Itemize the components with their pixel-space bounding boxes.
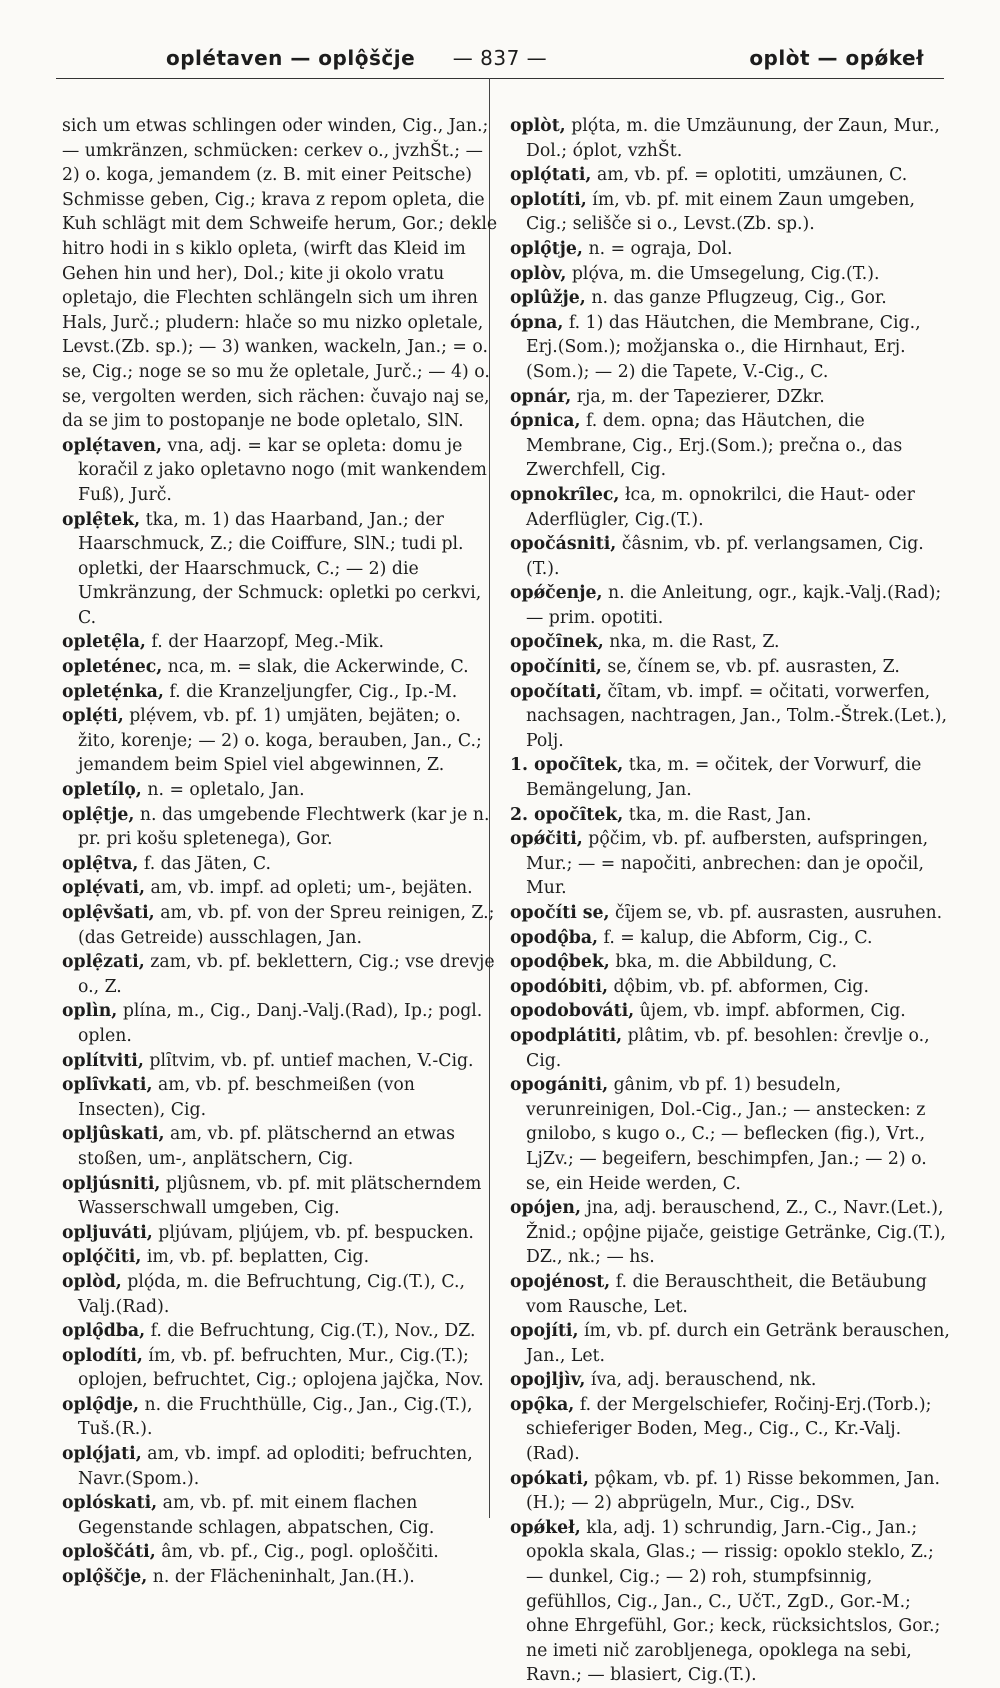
entry-headword: oplẹ́ti, <box>62 706 124 727</box>
dictionary-entry <box>62 630 502 655</box>
dictionary-entry <box>510 630 950 655</box>
entry-definition: am, vb. pf. = oplotiti, umzäunen, C. <box>591 165 908 186</box>
entry-headword: oplòv, <box>510 263 567 284</box>
entry-definition: ím, vb. pf. durch ein Getränk berauschen, Jan., Let. <box>526 1321 950 1366</box>
dictionary-entry <box>510 655 950 680</box>
entry-headword: oplòd, <box>62 1271 122 1292</box>
dictionary-entry <box>62 778 502 803</box>
entry-definition: vna, adj. = kar se opleta: domu je koračil z jako opletavno nogo (mit wankendem Fuß), Jurč. <box>78 435 487 505</box>
entry-definition: kla, adj. 1) schrundig, Jarn.-Cig., Jan.; opokla skala, Glas.; — rissig: opoklo steklo, Z.; — dunkel, Cig.; — 2) roh, stumpfsinnig, gefühllos, Cig., Jan., C., UčT., ZgD., Gor.-M.; ohne Ehrgefühl, Gor.; keck, rücksichtslos, Gor.; ne imeti nič zarobljenega, opoklega na sebi, Ravn.; — blasiert, Cig.(T.). <box>526 1517 941 1686</box>
dictionary-entry <box>62 1270 502 1319</box>
entry-definition: se, čínem se, vb. pf. ausrasten, Z. <box>601 657 900 678</box>
entry-definition: am, vb. pf. von der Spreu reinigen, Z.; (das Getreide) ausschlagen, Jan. <box>78 903 495 948</box>
entry-definition: tka, m. die Rast, Jan. <box>623 804 812 825</box>
entry-definition: ûjem, vb. impf. abformen, Cig. <box>634 1001 906 1022</box>
entry-headword: opodobováti, <box>510 1001 635 1022</box>
entry-definition: plǫ́da, m. die Befruchtung, Cig.(T.), C., Valj.(Rad). <box>78 1271 465 1317</box>
entry-definition: dǫ̂bim, vb. pf. abformen, Cig. <box>607 976 869 997</box>
entry-headword: 2. opočȋtek, <box>510 804 624 825</box>
entry-definition: pljûsnem, vb. pf. mit plätscherndem Wasserschwall umgeben, Cig. <box>78 1173 482 1219</box>
dictionary-entry <box>62 876 502 901</box>
dictionary-entry <box>510 114 950 163</box>
header-left-guideword: oplétaven — oplǫ̂ščje <box>166 46 416 70</box>
entry-headword: oploščáti, <box>62 1542 156 1563</box>
entry-headword: oplǫ́čiti, <box>62 1247 142 1268</box>
dictionary-entry <box>62 901 502 950</box>
dictionary-entry <box>62 1491 502 1540</box>
dictionary-entry <box>62 1442 502 1491</box>
dictionary-entry <box>62 1122 502 1171</box>
entry-headword: oplǫ̑dje, <box>62 1394 140 1415</box>
dictionary-entry <box>510 950 950 975</box>
entry-definition: âm, vb. pf., Cig., pogl. oploščiti. <box>155 1542 439 1563</box>
entry-headword: oplǫ̑tje, <box>510 238 583 259</box>
entry-definition: f. der Haarzopf, Meg.-Mik. <box>145 632 385 653</box>
entry-headword: oplodíti, <box>62 1345 143 1366</box>
entry-definition: n. = ograja, Dol. <box>582 238 733 259</box>
dictionary-entry <box>62 1319 502 1344</box>
dictionary-entry <box>510 680 950 754</box>
entry-headword: oplóskati, <box>62 1493 158 1514</box>
entry-headword: oplẹ̑všati, <box>62 903 155 923</box>
dictionary-entry <box>62 508 502 631</box>
entry-headword: opogániti, <box>510 1075 609 1096</box>
dictionary-entry <box>62 1540 502 1565</box>
entry-headword: oplòt, <box>510 116 566 136</box>
dictionary-entry <box>62 680 502 705</box>
entry-definition: f. 1) das Häutchen, die Membrane, Cig., Erj.(Som.); možjanska o., die Hirnhaut, Erj.(Som.); — 2) die Tapete, V.-Cig., C. <box>526 312 921 382</box>
entry-headword: opočíniti, <box>510 657 602 678</box>
dictionary-entry <box>62 1393 502 1442</box>
dictionary-entry <box>510 827 950 901</box>
entry-headword: ópna, <box>510 312 564 333</box>
dictionary-entry <box>510 1319 950 1368</box>
dictionary-entry <box>62 1172 502 1221</box>
dictionary-entry <box>62 1049 502 1074</box>
entry-headword: opodǫ̂bek, <box>510 952 610 973</box>
entry-headword: opodplátiti, <box>510 1025 623 1046</box>
entry-headword: oplǫ̂ščje, <box>62 1567 148 1588</box>
dictionary-entry <box>62 1073 502 1122</box>
entry-headword: opljuváti, <box>62 1222 153 1243</box>
dictionary-entry <box>510 999 950 1024</box>
entry-definition: pǫ̂čim, vb. pf. aufbersten, aufspringen, Mur.; — = napočiti, anbrechen: dan je opočil, Mur. <box>526 829 929 899</box>
entry-headword: opnár, <box>510 386 572 407</box>
entry-definition: plẹ́vem, vb. pf. 1) umjäten, bejäten; o. žito, korenje; — 2) o. koga, berauben, Jan., C.; jemandem beim Spiel viel abgewinnen, Z. <box>78 706 482 776</box>
entry-definition: am, vb. pf. beschmeißen (von Insecten), Cig. <box>78 1075 415 1120</box>
right-column <box>510 114 950 1688</box>
dictionary-entry <box>510 286 950 311</box>
entry-headword: opojljìv, <box>510 1370 586 1391</box>
dictionary-entry <box>62 803 502 852</box>
entry-definition: pljúvam, pljújem, vb. pf. bespucken. <box>152 1222 474 1243</box>
entry-headword: opočítati, <box>510 681 602 702</box>
entry-definition: n. das ganze Pflugzeug, Cig., Gor. <box>585 288 887 309</box>
dictionary-entry <box>62 704 502 778</box>
entry-definition: n. der Flächeninhalt, Jan.(H.). <box>147 1567 415 1588</box>
entry-definition: łca, m. opnokrilci, die Haut- oder Aderflügler, Cig.(T.). <box>526 484 915 530</box>
entry-definition: am, vb. impf. ad oploditi; befruchten, Navr.(Spom.). <box>78 1444 473 1489</box>
dictionary-entry <box>510 1516 950 1688</box>
entry-headword: opletẹ̑la, <box>62 632 146 653</box>
entry-headword: oplìn, <box>62 1001 118 1022</box>
entry-headword: oplẹ̑tek, <box>62 509 141 530</box>
dictionary-entry <box>510 262 950 287</box>
dictionary-entry <box>510 1073 950 1196</box>
entry-definition: pǫ̂kam, vb. pf. 1) Risse bekommen, Jan.(H.); — 2) abprügeln, Mur., Cig., DSv. <box>526 1468 940 1514</box>
dictionary-entry <box>62 1565 502 1590</box>
entry-definition: n. = opletalo, Jan. <box>141 780 305 801</box>
entry-definition: sich um etwas schlingen oder winden, Cig., Jan.; — umkränzen, schmücken: cerkev o., jvzhŠt.; — 2) o. koga, jemandem (z. B. mit einer Peitsche) Schmisse geben, Cig.; krava z repom opleta, die Kuh schlägt mit dem Schweife herum, Gor.; dekle hitro hodi in s kiklo opleta, (wirft das Kleid im Gehen hin und her), Dol.; kite ji okolo vratu opletajo, die Flechten schlängeln sich um ihren Hals, Jurč.; pludern: hlače so mu nizko opletale, Levst.(Zb. sp.); — 3) wanken, wackeln, Jan.; = o. se, Cig.; noge se so mu že opletale, Jurč.; — 4) o. se, vergolten werden, sich rächen: čuvajo naj se, da se jim to postopanje ne bode opletalo, SlN. <box>62 116 498 432</box>
entry-definition: ím, vb. pf. befruchten, Mur., Cig.(T.); oplojen, befruchtet, Cig.; oplojena jajčka, Nov. <box>78 1345 484 1391</box>
entry-definition: ím, vb. pf. mit einem Zaun umgeben, Cig.; selišče si o., Levst.(Zb. sp.). <box>526 189 915 235</box>
dictionary-entry <box>510 975 950 1000</box>
entry-definition: gânim, vb pf. 1) besudeln, verunreinigen, Dol.-Cig., Jan.; — anstecken: z gnilobo, s kugo o., C.; — beflecken (fig.), Vrt., LjZv.; — begeifern, beschimpfen, Jan.; — 2) o. se, ein Heide werden, C. <box>526 1075 927 1194</box>
dictionary-entry <box>62 1245 502 1270</box>
entry-definition: f. die Berauschtheit, die Betäubung vom Rausche, Let. <box>526 1271 927 1317</box>
entry-headword: opǫ̑ka, <box>510 1394 575 1415</box>
dictionary-entry <box>510 163 950 188</box>
dictionary-entry <box>62 655 502 680</box>
entry-definition: f. dem. opna; das Häutchen, die Membrane, Cig., Erj.(Som.); prečna o., das Zwerchfell, Cig. <box>526 411 903 481</box>
entry-definition: tka, m. = očitek, der Vorwurf, die Bemängelung, Jan. <box>526 755 922 801</box>
entry-definition: íva, adj. berauschend, nk. <box>585 1370 817 1391</box>
entry-headword: oplẹ̑tva, <box>62 853 139 874</box>
dictionary-entry <box>510 311 950 385</box>
dictionary-entry <box>510 409 950 483</box>
entry-definition: f. das Jäten, C. <box>138 853 272 874</box>
entry-definition: nca, m. = slak, die Ackerwinde, C. <box>162 657 469 678</box>
dictionary-entry <box>510 1467 950 1516</box>
header-rule <box>56 78 944 79</box>
entry-headword: opočȋnek, <box>510 632 604 653</box>
entry-definition: plína, m., Cig., Danj.-Valj.(Rad), Ip.; pogl. oplen. <box>78 1001 483 1046</box>
entry-headword: ópnica, <box>510 411 581 432</box>
entry-headword: opnokrȋlec, <box>510 484 620 505</box>
entry-headword: opljûskati, <box>62 1124 165 1145</box>
entry-definition: im, vb. pf. beplatten, Cig. <box>141 1247 370 1268</box>
entry-definition: čȋjem se, vb. pf. ausrasten, ausruhen. <box>609 903 943 923</box>
entry-definition: čȋtam, vb. impf. = očitati, vorwerfen, nachsagen, nachtragen, Jan., Tolm.-Štrek.(Let.), Polj. <box>526 681 948 751</box>
dictionary-entry <box>510 1368 950 1393</box>
page-header <box>56 34 944 78</box>
dictionary-entry <box>62 1221 502 1246</box>
entry-headword: opletẹ́nka, <box>62 681 164 702</box>
header-right-guideword: oplòt — opǿkeł <box>749 46 924 70</box>
entry-definition: am, vb. impf. ad opleti; um-, bejäten. <box>144 878 473 899</box>
entry-headword: opǿčiti, <box>510 829 583 850</box>
entry-definition: plǫ́va, m. die Umsegelung, Cig.(T.). <box>566 263 880 284</box>
entry-headword: opojénost, <box>510 1271 611 1292</box>
entry-definition: f. der Mergelschiefer, Ročinj-Erj.(Torb.); schieferiger Boden, Meg., Cig., C., Kr.-Valj.(Rad). <box>526 1394 932 1465</box>
entry-definition: rja, m. der Tapezierer, DZkr. <box>571 386 825 407</box>
entry-headword: oplûžje, <box>510 288 586 309</box>
dictionary-entry <box>510 188 950 237</box>
dictionary-entry <box>62 852 502 877</box>
entry-headword: opójen, <box>510 1198 581 1219</box>
entry-definition: am, vb. pf. plätschernd an etwas stoßen, um-, anplätschern, Cig. <box>78 1124 456 1169</box>
entry-headword: opletílọ, <box>62 780 142 801</box>
entry-definition: n. das umgebende Flechtwerk (kar je n. pr. pri košu spletenega), Gor. <box>78 804 490 850</box>
dictionary-entry <box>510 803 950 828</box>
entry-headword: oplǫ́tati, <box>510 165 592 186</box>
dictionary-entry <box>62 434 502 508</box>
entry-headword: opǿkeł, <box>510 1517 581 1538</box>
entry-definition: n. die Anleitung, ogr., kajk.-Valj.(Rad); — prim. opotiti. <box>526 583 942 628</box>
entry-headword: 1. opočȋtek, <box>510 755 624 776</box>
entry-definition: plǫ́ta, m. die Umzäunung, der Zaun, Mur., Dol.; óplot, vzhŠt. <box>526 116 940 161</box>
entry-definition: plâtim, vb. pf. besohlen: črevlje o., Cig. <box>526 1025 930 1071</box>
dictionary-entry <box>510 1196 950 1270</box>
entry-headword: opojíti, <box>510 1321 579 1342</box>
entry-definition: n. die Fruchthülle, Cig., Jan., Cig.(T.), Tuš.(R.). <box>78 1394 473 1440</box>
dictionary-entry <box>62 950 502 999</box>
entry-headword: opodóbiti, <box>510 976 608 997</box>
dictionary-entry <box>62 114 502 434</box>
dictionary-entry <box>510 1024 950 1073</box>
entry-definition: jna, adj. berauschend, Z., C., Navr.(Let.), Žnid.; opǫ̂jne pijače, geistige Getränke, Cig.(T.), DZ., nk.; — hs. <box>526 1198 946 1268</box>
entry-headword: oplẹ̑tje, <box>62 804 135 825</box>
entry-headword: oplȋvkati, <box>62 1075 153 1096</box>
entry-headword: oplẹ́vati, <box>62 878 145 899</box>
entry-headword: oplǫ̑dba, <box>62 1321 146 1342</box>
dictionary-entry <box>510 753 950 802</box>
dictionary-entry <box>510 385 950 410</box>
entry-headword: oplotíti, <box>510 189 587 210</box>
entry-definition: f. = kalup, die Abform, Cig., C. <box>598 927 873 948</box>
entry-definition: čâsnim, vb. pf. verlangsamen, Cig.(T.). <box>526 534 924 579</box>
entry-definition: plȋtvim, vb. pf. untief machen, V.-Cig. <box>143 1050 474 1071</box>
entry-headword: opočíti se, <box>510 903 610 923</box>
dictionary-entry <box>510 1270 950 1319</box>
entry-headword: opodǫ̂ba, <box>510 927 599 948</box>
dictionary-entry <box>510 901 950 926</box>
entry-headword: opleténec, <box>62 657 163 678</box>
dictionary-entry <box>62 1344 502 1393</box>
entry-headword: opǿčenje, <box>510 583 603 604</box>
entry-headword: oplítviti, <box>62 1050 144 1071</box>
dictionary-entry <box>510 926 950 951</box>
entry-definition: f. die Kranzeljungfer, Cig., Ip.-M. <box>163 681 458 702</box>
entry-headword: opókati, <box>510 1468 589 1489</box>
dictionary-entry <box>510 581 950 630</box>
entry-headword: opljúsniti, <box>62 1173 161 1194</box>
entry-definition: tka, m. 1) das Haarband, Jan.; der Haarschmuck, Z.; die Coiffure, SlN.; tudi pl. opletki, der Haarschmuck, C.; — 2) die Umkränzung, der Schmuck: opletki po cerkvi, C. <box>78 509 482 628</box>
dictionary-entry <box>510 1393 950 1467</box>
entry-definition: am, vb. pf. mit einem flachen Gegenstande schlagen, abpatschen, Cig. <box>78 1493 435 1538</box>
entry-headword: opočásniti, <box>510 534 617 555</box>
page-number: — 837 — <box>452 46 548 70</box>
dictionary-entry <box>62 999 502 1048</box>
entry-headword: oplẹ̑zati, <box>62 952 145 973</box>
entry-definition: zam, vb. pf. beklettern, Cig.; vse drevje o., Z. <box>78 952 495 997</box>
entry-headword: oplǫ́jati, <box>62 1444 142 1465</box>
dictionary-entry <box>510 237 950 262</box>
dictionary-entry <box>510 483 950 532</box>
entry-definition: f. die Befruchtung, Cig.(T.), Nov., DZ. <box>145 1321 476 1342</box>
left-column <box>62 114 502 1590</box>
dictionary-entry <box>510 532 950 581</box>
entry-headword: oplẹ́taven, <box>62 435 162 456</box>
entry-definition: nka, m. die Rast, Z. <box>603 632 780 653</box>
entry-definition: bka, m. die Abbildung, C. <box>609 952 837 973</box>
